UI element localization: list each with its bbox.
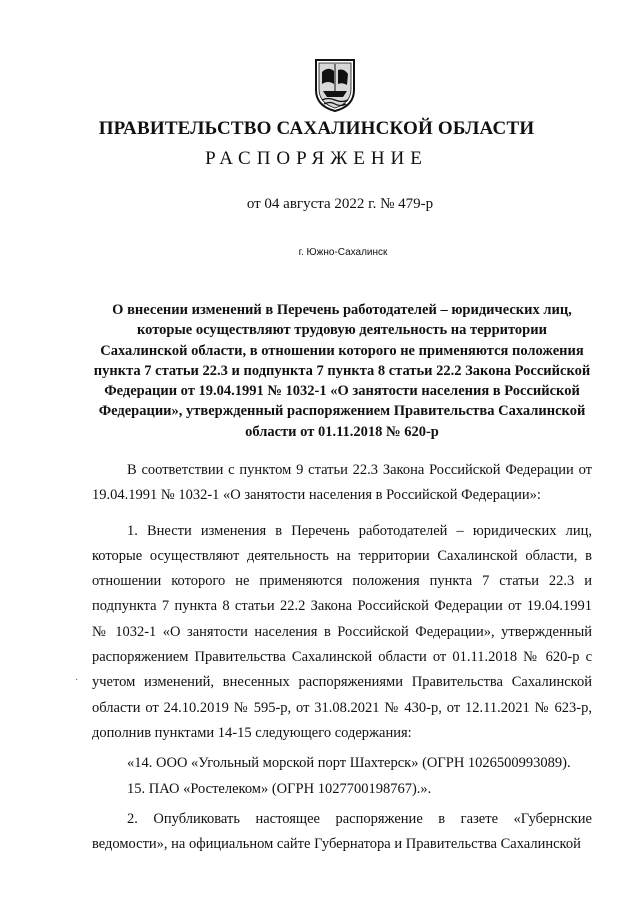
item-1-14-paragraph: «14. ООО «Угольный морской порт Шахтерск» (ОГРН 1026500993089). [127,755,571,772]
document-date-number: от 04 августа 2022 г. № 479-р [246,196,434,212]
document-title: О внесении изменений в Перечень работодателей – юридических лиц, которые осуществляют трудовую деятельность на территории Сахалинской области, в отношении которого не применяются положения пункта 7 статьи 22.3 и подпункта 7 пункта 8 статьи 22.2 Закона Российской Федерации от 19.04.1991 № 1032-1 «О занятости населения в Российской Федерации», утвержденный распоряжением Правительства Сахалинской области от 01.11.2018 № 620-р [93,302,591,440]
organization-name: ПРАВИТЕЛЬСТВО САХАЛИНСКОЙ ОБЛАСТИ [98,118,535,139]
sakhalin-coat-of-arms-icon [314,58,356,112]
document-city: г. Южно-Сахалинск [298,247,388,258]
margin-mark: · [75,675,79,686]
item-2-paragraph: 2. Опубликовать настоящее распоряжение в газете «Губернские ведомости», на официальном сайте Губернатора и Правительства Сахалинской [92,810,592,853]
intro-paragraph: В соответствии с пунктом 9 статьи 22.3 Закона Российской Федерации от 19.04.1991 № 1032-1 «О занятости населения в Российской Федерации»: [92,462,592,504]
item-1-paragraph: 1. Внести изменения в Перечень работодателей – юридических лиц, которые осуществляют деятельность на территории Сахалинской области, в отношении которого не применяются положения пункта 7 статьи 22.3 и подпункта 7 пункта 8 статьи 22.2 Закона Российской Федерации от 19.04.1991 № 1032-1 «О занятости населения в Российской Федерации», утвержденный распоряжением Правительства Сахалинской области от 01.11.2018 № 620-р с учетом изменений, внесенных распоряжениями Правительства Сахалинской области от 24.10.2019 № 595-р, от 31.08.2021 № 430-р, от 12.11.2021 № 623-р, дополнив пунктами 14-15 следующего содержания: [92,522,592,741]
document-body [92,458,592,857]
document-type: РАСПОРЯЖЕНИЕ [205,148,428,169]
item-1-15-paragraph: 15. ПАО «Ростелеком» (ОГРН 1027700198767).». [127,780,432,797]
